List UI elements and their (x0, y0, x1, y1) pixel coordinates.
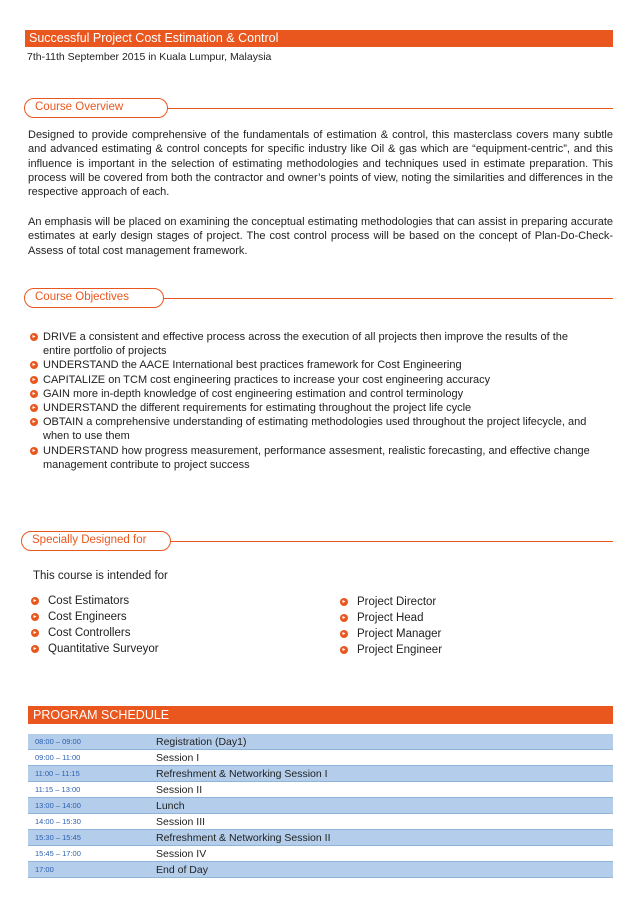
row-time: 09:00 – 11:00 (35, 753, 81, 762)
chevron-right-icon: ▸ (30, 447, 38, 455)
section-divider (162, 298, 613, 299)
section-label-overview: Course Overview (24, 98, 168, 118)
overview-paragraph-2: An emphasis will be placed on examining the conceptual estimating methodologies that can assist in preparing accurate estimates at early design stages of project. The cost control process will be based on the concept of Plan-Do-Check-Assess of total cost management framework. (28, 216, 613, 257)
section-label-objectives: Course Objectives (24, 288, 164, 308)
chevron-right-icon: ▸ (30, 376, 38, 384)
list-item: ▸ Project Manager (340, 626, 442, 642)
list-item: ▸ UNDERSTAND how progress measurement, performance assesment, realistic forecasting, and effective change management contribute to project success (30, 444, 590, 472)
row-activity: Lunch (156, 800, 185, 812)
row-time: 17:00 (35, 865, 54, 874)
chevron-right-icon: ▸ (340, 630, 348, 638)
row-time: 15:30 – 15:45 (35, 833, 81, 842)
row-time: 14:00 – 15:30 (35, 817, 81, 826)
row-activity: Session I (156, 752, 200, 764)
table-row (28, 734, 613, 750)
list-item: ▸ Project Head (340, 610, 442, 626)
audience-intro: This course is intended for (33, 570, 168, 582)
row-activity: Session II (156, 784, 203, 796)
row-activity: Session IV (156, 848, 207, 860)
row-time: 11:00 – 11:15 (35, 769, 80, 778)
audience-list-left (31, 593, 159, 657)
row-activity: End of Day (156, 864, 208, 876)
table-row (28, 766, 613, 782)
list-item: ▸ Cost Controllers (31, 625, 159, 641)
chevron-right-icon: ▸ (30, 361, 38, 369)
table-row (28, 830, 613, 846)
list-item: ▸ DRIVE a consistent and effective process across the execution of all projects then improve the results of the entire portfolio of projects (30, 330, 590, 358)
chevron-right-icon: ▸ (31, 597, 39, 605)
row-time: 08:00 – 09:00 (35, 737, 81, 746)
list-item: ▸ CAPITALIZE on TCM cost engineering practices to increase your cost engineering accuracy (30, 373, 590, 387)
audience-list-right (340, 594, 442, 658)
list-item: ▸ UNDERSTAND the AACE International best practices framework for Cost Engineering (30, 358, 590, 372)
table-row (28, 782, 613, 798)
table-row (28, 798, 613, 814)
list-item: ▸ Cost Engineers (31, 609, 159, 625)
chevron-right-icon: ▸ (340, 598, 348, 606)
chevron-right-icon: ▸ (340, 646, 348, 654)
table-row (28, 862, 613, 878)
chevron-right-icon: ▸ (31, 645, 39, 653)
row-activity: Refreshment & Networking Session I (156, 768, 328, 780)
chevron-right-icon: ▸ (31, 613, 39, 621)
objectives-list (30, 330, 590, 472)
event-date-location: 7th-11th September 2015 in Kuala Lumpur, Malaysia (27, 51, 272, 63)
table-row (28, 814, 613, 830)
chevron-right-icon: ▸ (30, 418, 38, 426)
section-divider (170, 541, 613, 542)
row-time: 15:45 – 17:00 (35, 849, 81, 858)
list-item: ▸ OBTAIN a comprehensive understanding of estimating methodologies used throughout the project lifecycle, and when to use them (30, 415, 590, 443)
table-row (28, 750, 613, 766)
list-item: ▸ Quantitative Surveyor (31, 641, 159, 657)
overview-paragraph-1: Designed to provide comprehensive of the fundamentals of estimation & control, this masterclass covers many subtle and advanced estimating & control concepts for specific industry like Oil & gas which are “equipment-centric”, and this influence is important in the selection of estimating methodologies and techniques used in estimate preparation. This process will be covered from both the contractor and owner’s points of view, noting the similarities and differences in the respective approach of each. (28, 129, 613, 199)
chevron-right-icon: ▸ (340, 614, 348, 622)
schedule-table (28, 734, 613, 878)
list-item: ▸ Project Engineer (340, 642, 442, 658)
chevron-right-icon: ▸ (30, 390, 38, 398)
row-activity: Refreshment & Networking Session II (156, 832, 331, 844)
chevron-right-icon: ▸ (30, 333, 38, 341)
row-activity: Session III (156, 816, 206, 828)
row-time: 11:15 – 13:00 (35, 785, 81, 794)
list-item: ▸ UNDERSTAND the different requirements for estimating throughout the project life cycle (30, 401, 590, 415)
document-title-banner: Successful Project Cost Estimation & Control (25, 30, 613, 47)
section-divider (167, 108, 613, 109)
row-time: 13:00 – 14:00 (35, 801, 81, 810)
list-item: ▸ Project Director (340, 594, 442, 610)
list-item: ▸ Cost Estimators (31, 593, 159, 609)
list-item: ▸ GAIN more in-depth knowledge of cost engineering estimation and control terminology (30, 387, 590, 401)
chevron-right-icon: ▸ (31, 629, 39, 637)
table-row (28, 846, 613, 862)
schedule-title-banner: PROGRAM SCHEDULE (28, 706, 613, 724)
section-label-audience: Specially Designed for (21, 531, 171, 551)
row-activity: Registration (Day1) (156, 736, 247, 748)
chevron-right-icon: ▸ (30, 404, 38, 412)
